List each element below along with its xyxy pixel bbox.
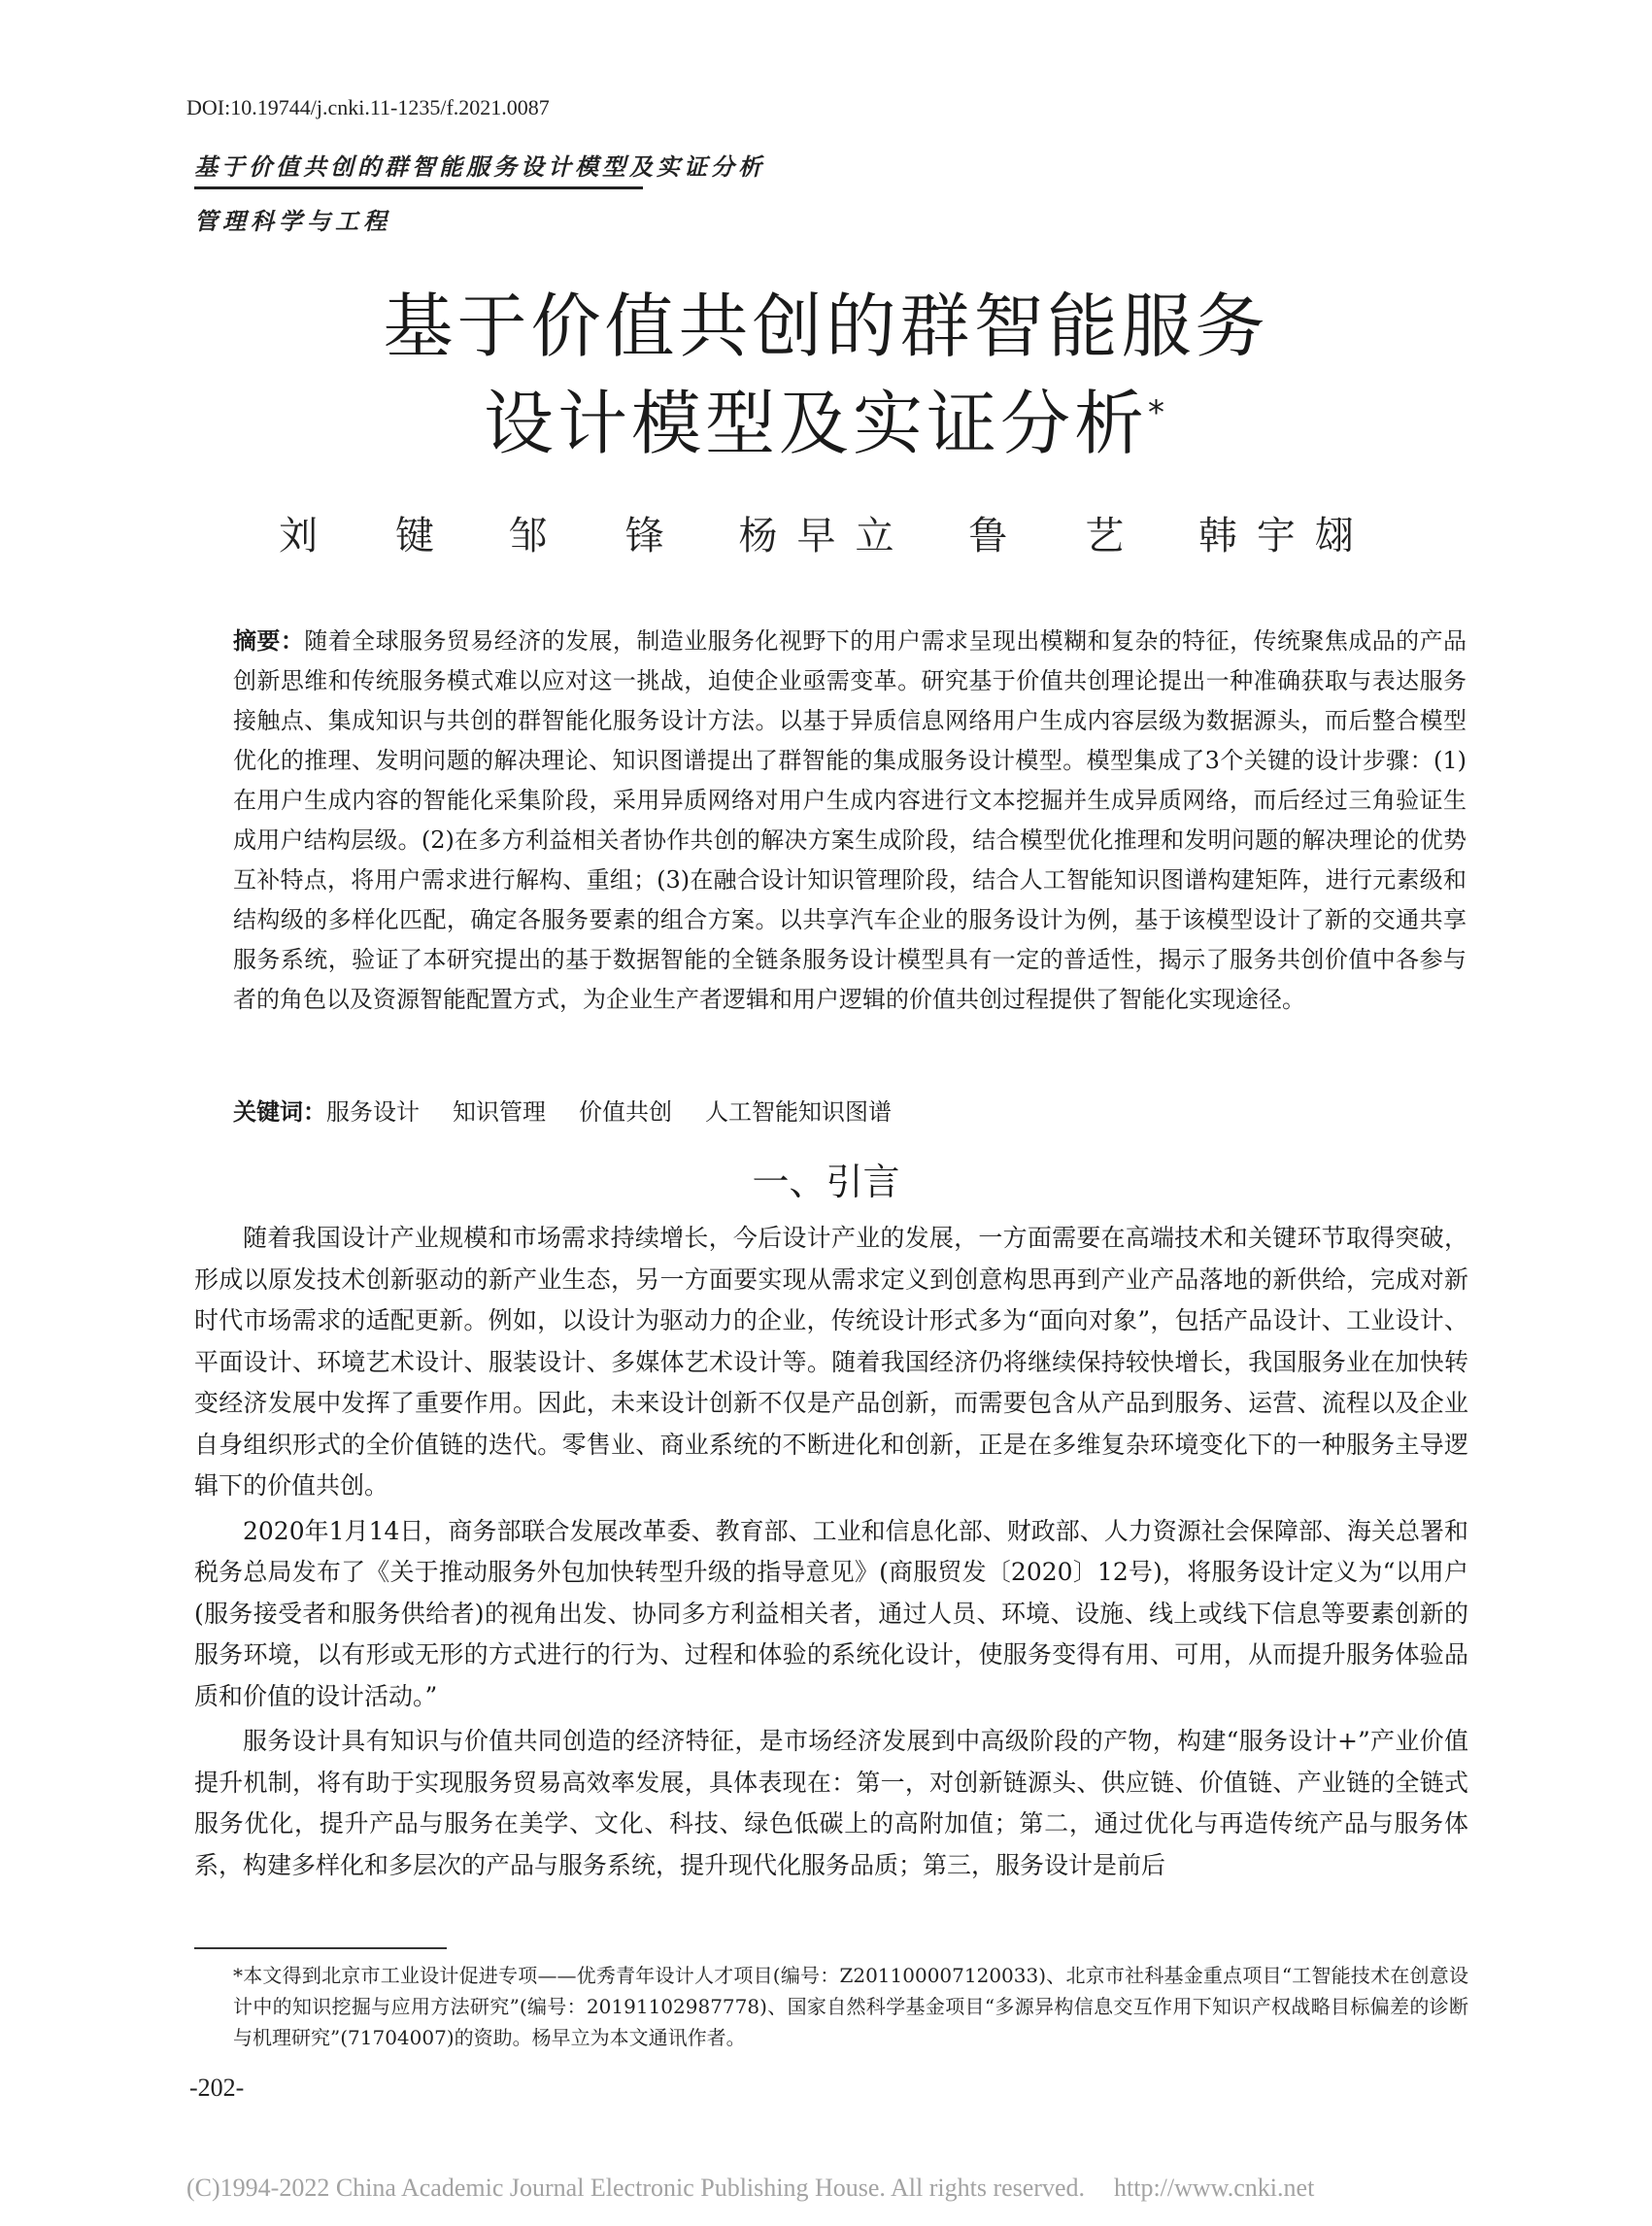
section-label: 管理科学与工程 (194, 207, 391, 235)
paragraph: 服务设计具有知识与价值共同创造的经济特征，是市场经济发展到中高级阶段的产物，构建“服务设计+”产业价值提升机制，将有助于实现服务贸易高效率发展，具体表现在：第一，对创新链源头、供应链、价值链、产业链的全链式服务优化，提升产品与服务在美学、文化、科技、绿色低碳上的高附加值；第二，通过优化与再造传统产品与服务体系，构建多样化和多层次的产品与服务系统，提升现代化服务品质；第三，服务设计是前后 (194, 1727, 1468, 1879)
title-line-2 (0, 367, 1652, 468)
abstract-label: 摘要： (233, 627, 305, 655)
paragraph: 2020年1月14日，商务部联合发展改革委、教育部、工业和信息化部、财政部、人力资源社会保障部、海关总署和税务总局发布了《关于推动服务外包加快转型升级的指导意见》(商服贸发〔2020〕12号)，将服务设计定义为“以用户(服务接受者和服务供给者)的视角出发、协同多方利益相关者，通过人员、环境、设施、线上或线下信息等要素创新的服务环境，以有形或无形的方式进行的行为、过程和体验的系统化设计，使服务变得有用、可用，从而提升服务体验品质和价值的设计活动。” (194, 1516, 1468, 1710)
authors (0, 505, 1652, 560)
keyword: 服务设计 (326, 1098, 420, 1126)
author: 鲁 艺 (968, 514, 1144, 558)
title-footnote-marker: * (1148, 393, 1168, 432)
footnote-rule (194, 1947, 447, 1949)
title-line-2-text: 设计模型及实证分析 (483, 383, 1148, 464)
abstract-text: 随着全球服务贸易经济的发展，制造业服务化视野下的用户需求呈现出模糊和复杂的特征，传统聚焦成品的产品创新思维和传统服务模式难以应对这一挑战，迫使企业亟需变革。研究基于价值共创理论提出一种准确获取与表达服务接触点、集成知识与共创的群智能化服务设计方法。以基于异质信息网络用户生成内容层级为数据源头，而后整合模型优化的推理、发明问题的解决理论、知识图谱提出了群智能的集成服务设计模型。模型集成了3个关键的设计步骤：(1)在用户生成内容的智能化采集阶段，采用异质网络对用户生成内容进行文本挖掘并生成异质网络，而后经过三角验证生成用户结构层级。(2)在多方利益相关者协作共创的解决方案生成阶段，结合模型优化推理和发明问题的解决理论的优势互补特点，将用户需求进行解构、重组；(3)在融合设计知识管理阶段，结合人工智能知识图谱构建矩阵，进行元素级和结构级的多样化匹配，确定各服务要素的组合方案。以共享汽车企业的服务设计为例，基于该模型设计了新的交通共享服务系统，验证了本研究提出的基于数据智能的全链条服务设计模型具有一定的普适性，揭示了服务共创价值中各参与者的角色以及资源智能配置方式，为企业生产者逻辑和用户逻辑的价值共创过程提供了智能化实现途径。 (233, 627, 1467, 1013)
body-text (194, 1218, 1468, 1890)
keywords (233, 1093, 925, 1127)
abstract (233, 622, 1467, 1020)
author: 韩宇翃 (1197, 514, 1373, 558)
author: 杨早立 (738, 514, 914, 558)
keyword: 价值共创 (579, 1098, 672, 1126)
paragraph: 随着我国设计产业规模和市场需求持续增长，今后设计产业的发展，一方面需要在高端技术和关键环节取得突破，形成以原发技术创新驱动的新产业生态，另一方面要实现从需求定义到创意构思再到产业产品落地的新供给，完成对新时代市场需求的适配更新。例如，以设计为驱动力的企业，传统设计形式多为“面向对象”，包括产品设计、工业设计、平面设计、环境艺术设计、服装设计、多媒体艺术设计等。随着我国经济仍将继续保持较快增长，我国服务业在加快转变经济发展中发挥了重要作用。因此，未来设计创新不仅是产品创新，而需要包含从产品到服务、运营、流程以及企业自身组织形式的全价值链的迭代。零售业、商业系统的不断进化和创新，正是在多维复杂环境变化下的一种服务主导逻辑下的价值共创。 (194, 1224, 1468, 1500)
keyword: 知识管理 (453, 1098, 546, 1126)
running-head: 基于价值共创的群智能服务设计模型及实证分析 (194, 152, 765, 181)
keywords-label: 关键词： (233, 1098, 326, 1126)
title-line-1: 基于价值共创的群智能服务 (383, 286, 1269, 367)
copyright (186, 2174, 1314, 2203)
copyright-text: (C)1994-2022 China Academic Journal Electronic Publishing House. All rights reserved. (186, 2174, 1085, 2202)
doi: DOI:10.19744/j.cnki.11-1235/f.2021.0087 (186, 95, 550, 119)
page-number: -202- (189, 2074, 245, 2102)
keyword: 人工智能知识图谱 (705, 1098, 892, 1126)
author: 刘 键 (279, 514, 455, 558)
section-heading: 一、引言 (752, 1161, 900, 1203)
footnote: *本文得到北京市工业设计促进专项——优秀青年设计人才项目(编号：Z201100007120033)、北京市社科基金重点项目“工智能技术在创意设计中的知识挖掘与应用方法研究”(编号：20191102987778)、国家自然科学基金项目“多源异构信息交互作用下知识产权战略目标偏差的诊断与机理研究”(71704007)的资助。杨早立为本文通讯作者。 (233, 1964, 1468, 2049)
running-head-rule (194, 186, 643, 189)
copyright-url[interactable]: http://www.cnki.net (1114, 2174, 1315, 2202)
author: 邹 锋 (508, 514, 684, 558)
